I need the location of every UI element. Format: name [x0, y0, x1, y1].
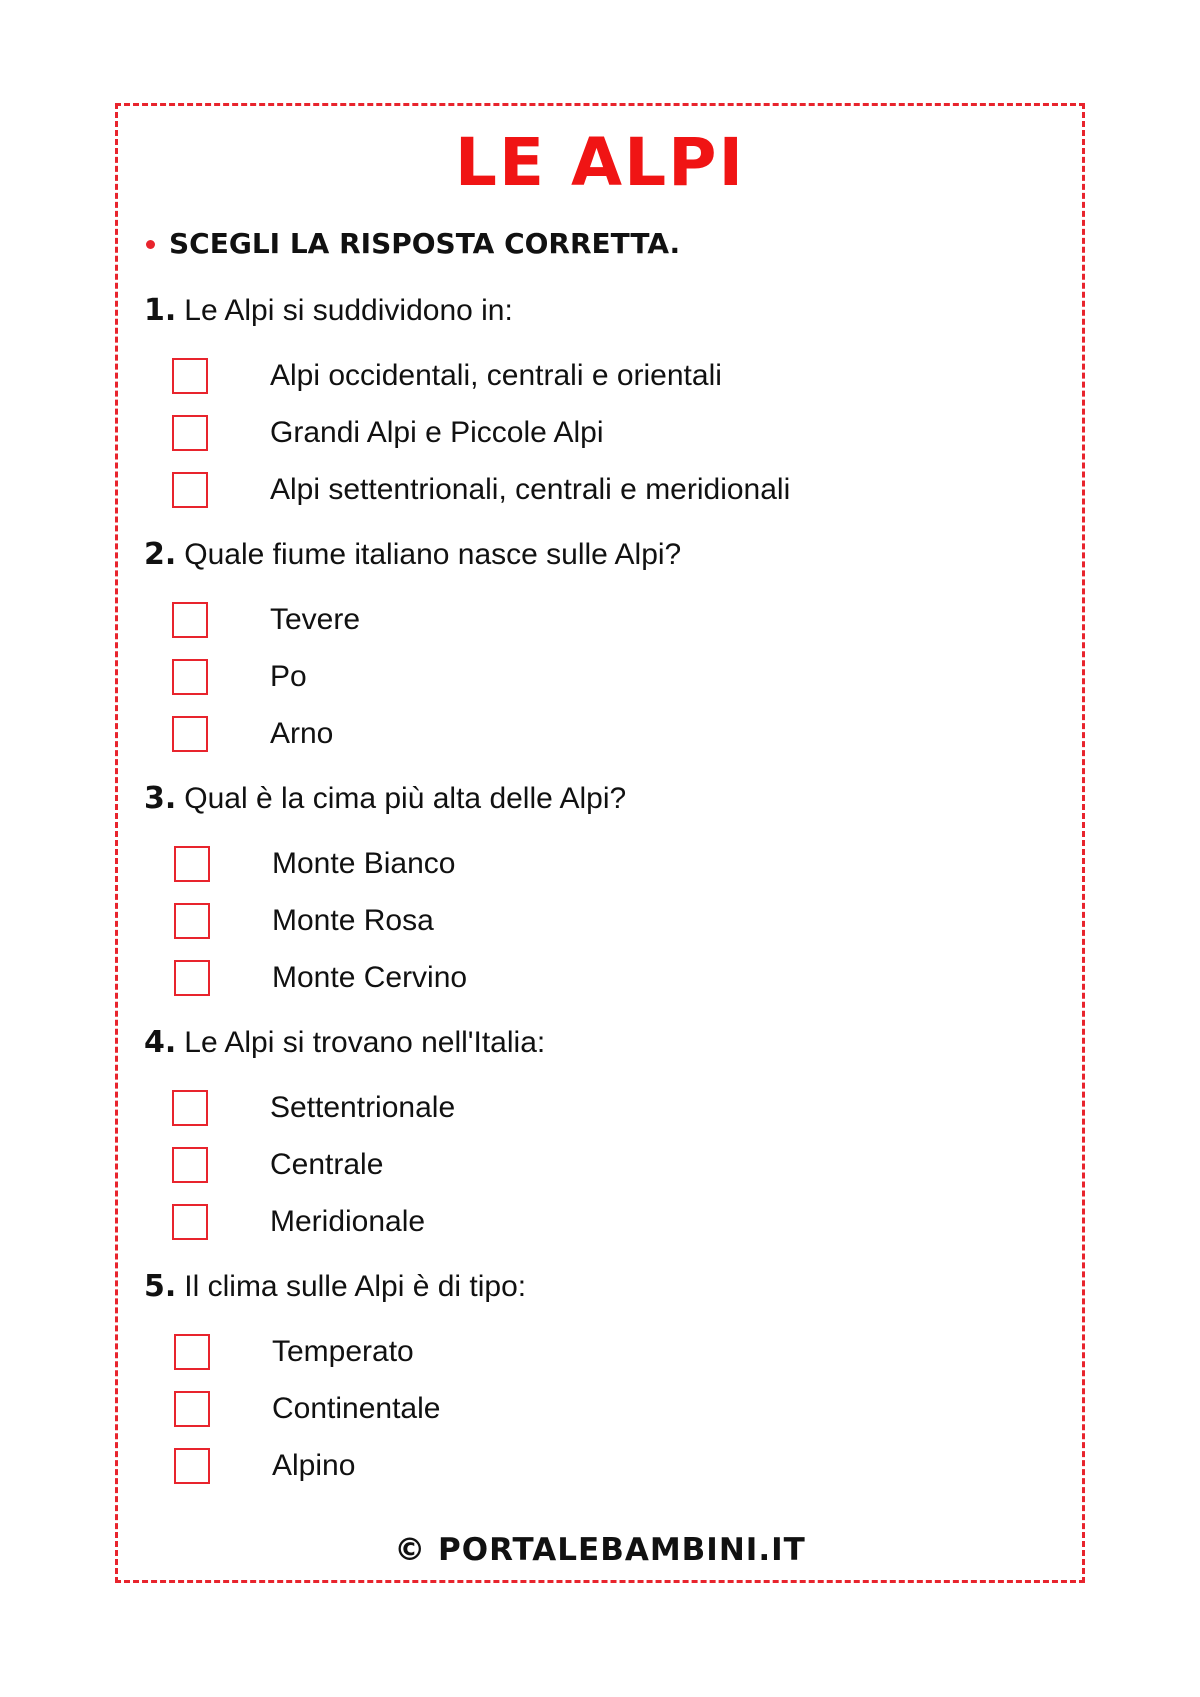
checkbox[interactable] [174, 960, 210, 996]
checkbox[interactable] [174, 846, 210, 882]
option-1-2[interactable] [172, 413, 604, 453]
option-5-2[interactable] [174, 1389, 440, 1429]
option-label: Continentale [272, 1392, 441, 1425]
checkbox[interactable] [174, 903, 210, 939]
checkbox[interactable] [172, 358, 208, 394]
option-3-2[interactable] [174, 901, 434, 941]
option-label: Alpi occidentali, centrali e orientali [270, 359, 722, 392]
question-number: 3. [144, 781, 177, 816]
question-4 [144, 1023, 545, 1063]
option-4-1[interactable] [172, 1088, 455, 1128]
option-label: Arno [270, 717, 334, 750]
checkbox[interactable] [174, 1334, 210, 1370]
option-4-2[interactable] [172, 1145, 383, 1185]
question-2 [144, 535, 681, 575]
question-5 [144, 1267, 526, 1307]
question-text: Il clima sulle Alpi è di tipo: [184, 1270, 527, 1303]
option-3-3[interactable] [174, 958, 467, 998]
question-text: Le Alpi si trovano nell'Italia: [184, 1026, 546, 1059]
option-label: Monte Rosa [272, 904, 434, 937]
option-label: Grandi Alpi e Piccole Alpi [270, 416, 604, 449]
option-5-3[interactable] [174, 1446, 355, 1486]
copyright-footer: © PORTALEBAMBINI.IT [394, 1532, 806, 1568]
option-2-3[interactable] [172, 714, 333, 754]
instruction-text: SCEGLI LA RISPOSTA CORRETTA. [169, 227, 681, 260]
question-1 [144, 291, 513, 331]
checkbox[interactable] [172, 602, 208, 638]
page-title: LE ALPI [454, 124, 746, 201]
option-label: Meridionale [270, 1205, 426, 1238]
checkbox[interactable] [172, 659, 208, 695]
option-5-1[interactable] [174, 1332, 414, 1372]
option-label: Centrale [270, 1148, 384, 1181]
instruction [146, 224, 680, 264]
checkbox[interactable] [172, 716, 208, 752]
checkbox[interactable] [174, 1391, 210, 1427]
question-number: 5. [144, 1269, 177, 1304]
option-label: Temperato [272, 1335, 414, 1368]
checkbox[interactable] [172, 1147, 208, 1183]
question-number: 4. [144, 1025, 177, 1060]
option-label: Alpino [272, 1449, 356, 1482]
option-4-3[interactable] [172, 1202, 425, 1242]
checkbox[interactable] [174, 1448, 210, 1484]
option-1-3[interactable] [172, 470, 790, 510]
option-2-2[interactable] [172, 657, 307, 697]
checkbox[interactable] [172, 415, 208, 451]
option-label: Tevere [270, 603, 361, 636]
option-label: Po [270, 660, 307, 693]
checkbox[interactable] [172, 472, 208, 508]
question-3 [144, 779, 626, 819]
question-text: Quale fiume italiano nasce sulle Alpi? [184, 538, 682, 571]
option-label: Alpi settentrionali, centrali e meridionali [270, 473, 791, 506]
option-2-1[interactable] [172, 600, 360, 640]
option-label: Monte Cervino [272, 961, 468, 994]
option-label: Settentrionale [270, 1091, 456, 1124]
checkbox[interactable] [172, 1204, 208, 1240]
question-number: 1. [144, 293, 177, 328]
question-text: Qual è la cima più alta delle Alpi? [184, 782, 627, 815]
checkbox[interactable] [172, 1090, 208, 1126]
option-3-1[interactable] [174, 844, 455, 884]
bullet-icon [146, 240, 155, 249]
question-number: 2. [144, 537, 177, 572]
option-label: Monte Bianco [272, 847, 456, 880]
question-text: Le Alpi si suddividono in: [184, 294, 513, 327]
option-1-1[interactable] [172, 356, 722, 396]
